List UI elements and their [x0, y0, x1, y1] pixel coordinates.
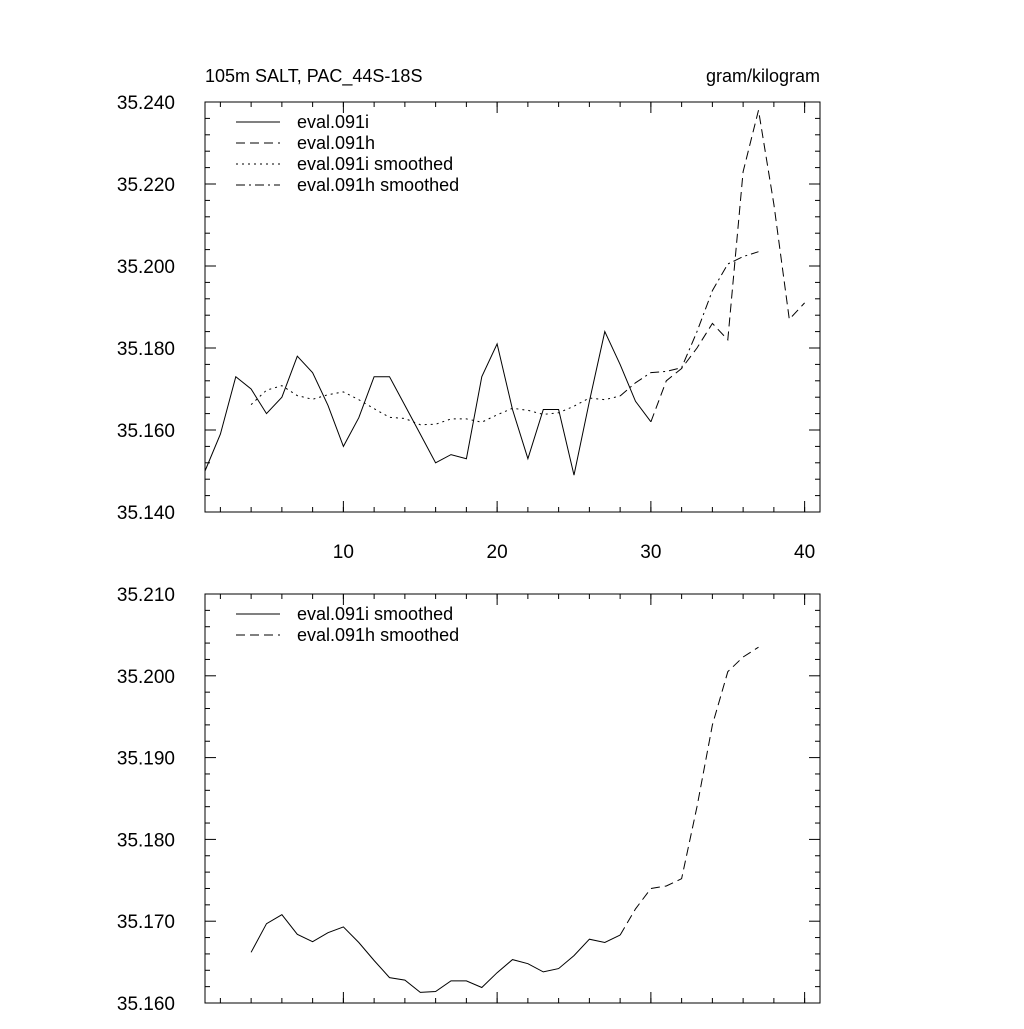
chart-title: 105m SALT, PAC_44S-18S — [205, 66, 423, 86]
x-tick-label: 40 — [794, 542, 816, 563]
y-tick-label: 35.200 — [116, 666, 175, 688]
x-tick-label: 10 — [332, 542, 354, 563]
series-line-3 — [251, 386, 620, 425]
legend-label: eval.091h — [297, 133, 376, 153]
series-line-1 — [205, 332, 651, 476]
x-tick-label: 20 — [486, 542, 508, 563]
legend-label: eval.091h smoothed — [297, 625, 460, 645]
series-line-1 — [251, 915, 620, 993]
y-tick-label: 35.240 — [116, 93, 175, 114]
y-tick-label: 35.180 — [116, 339, 175, 360]
y-tick-label: 35.140 — [116, 503, 175, 524]
legend-label: eval.091i — [297, 112, 370, 132]
y-tick-label: 35.170 — [116, 912, 175, 934]
x-tick-label: 30 — [640, 542, 662, 563]
legend-label: eval.091i smoothed — [297, 604, 454, 624]
series-line-4 — [620, 252, 758, 396]
series-line-2 — [651, 110, 805, 422]
bottom-panel — [117, 585, 820, 1015]
legend-label: eval.091h smoothed — [297, 175, 460, 195]
top-panel — [117, 66, 820, 563]
y-tick-label: 35.210 — [116, 585, 175, 606]
y-tick-label: 35.160 — [116, 994, 175, 1015]
series-line-2 — [620, 647, 758, 935]
y-tick-label: 35.220 — [116, 175, 175, 196]
y-tick-label: 35.180 — [116, 830, 175, 852]
plot-frame — [205, 594, 820, 1003]
y-tick-label: 35.200 — [116, 257, 175, 278]
y-tick-label: 35.190 — [116, 748, 175, 770]
legend-label: eval.091i smoothed — [297, 154, 454, 174]
chart-units: gram/kilogram — [705, 66, 820, 86]
y-tick-label: 35.160 — [116, 421, 175, 442]
